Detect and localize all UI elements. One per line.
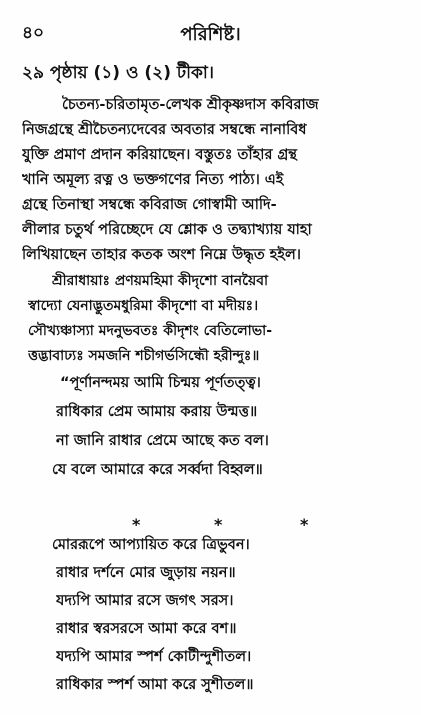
prose-line: লীলার চতুর্থ পরিচ্ছেদে যে শ্লোক ও তদ্ব্যাখ্যায় যাহা	[22, 222, 312, 238]
asterisk: *	[214, 515, 223, 534]
poem-line: “পূর্ণানন্দময় আমি চিন্ময় পূর্ণতত্ত্ব।	[60, 375, 261, 391]
prose-line: লিখিয়াছেন তাহার কতক অংশ নিম্নে উদ্ধৃত হইল।	[22, 247, 301, 263]
sanskrit-verse-line: শ্রীরাধায়াঃ প্রণয়মহিমা কীদৃশো বানয়ৈবা	[52, 273, 269, 289]
sanskrit-verse-line: ত্তদ্ভাবাঢ্যঃ সমজনি শচীগর্ভসিন্ধৌ হরীন্দুঃ॥	[28, 348, 260, 364]
running-title: পরিশিষ্ট।	[180, 24, 241, 45]
poem-line: যদ্যপি আমার স্পর্শ কোটীন্দুশীতল।	[56, 649, 252, 665]
poem-line: রাধার দর্শনে মোর জুড়ায় নয়ন॥	[56, 565, 236, 581]
section-break-asterisks	[0, 515, 421, 534]
sanskrit-verse-line: স্বাদ্যো যেনাদ্ভুতমধুরিমা কীদৃশো বা মদীয়ঃ।	[28, 298, 259, 314]
poem-line: যে বলে আমারে করে সর্ব্বদা বিহ্বল॥	[52, 462, 263, 478]
prose-line: খানি অমূল্য রত্ন ও ভক্তগণের নিত্য পাঠ্য। এই	[22, 172, 284, 188]
prose-line: যুক্তি প্রমাণ প্রদান করিয়াছেন। বস্তুতঃ তাঁহার গ্রন্থ	[22, 147, 297, 163]
prose-line: গ্রন্থে তিনাস্থা সম্বন্ধে কবিরাজ গোস্বামী আদি-	[22, 197, 277, 213]
page-number: ৪০	[22, 23, 45, 43]
poem-line: যদ্যপি আমার রসে জগৎ সরস।	[56, 593, 234, 609]
asterisk: *	[132, 515, 141, 534]
footnote-reference-heading: ২৯ পৃষ্ঠায় (১) ও (২) টীকা।	[22, 63, 214, 83]
poem-line: না জানি রাধার প্রেমে আছে কত বল।	[56, 433, 269, 449]
page-header	[22, 20, 399, 45]
poem-line: রাধার স্বরসরসে আমা করে বশ॥	[56, 621, 237, 637]
asterisk: *	[300, 515, 309, 534]
sanskrit-verse-line: সৌখ্যঞ্চাস্যা মদনুভবতঃ কীদৃশং বেতিলোভা-	[28, 323, 273, 339]
prose-line: নিজগ্রন্থে শ্রীচৈতন্যদেবের অবতার সম্বন্ধে নানাবিধ	[22, 122, 307, 138]
poem-line: মোররূপে আপ্যায়িত করে ত্রিভুবন।	[52, 537, 250, 553]
poem-line: রাধিকার স্পর্শ আমা করে সুশীতল॥	[56, 677, 254, 693]
poem-line: রাধিকার প্রেম আমায় করায় উন্মত্ত॥	[56, 404, 258, 420]
prose-line: চৈতন্য-চরিতামৃত-লেখক শ্রীকৃষ্ণদাস কবিরাজ	[62, 97, 319, 113]
